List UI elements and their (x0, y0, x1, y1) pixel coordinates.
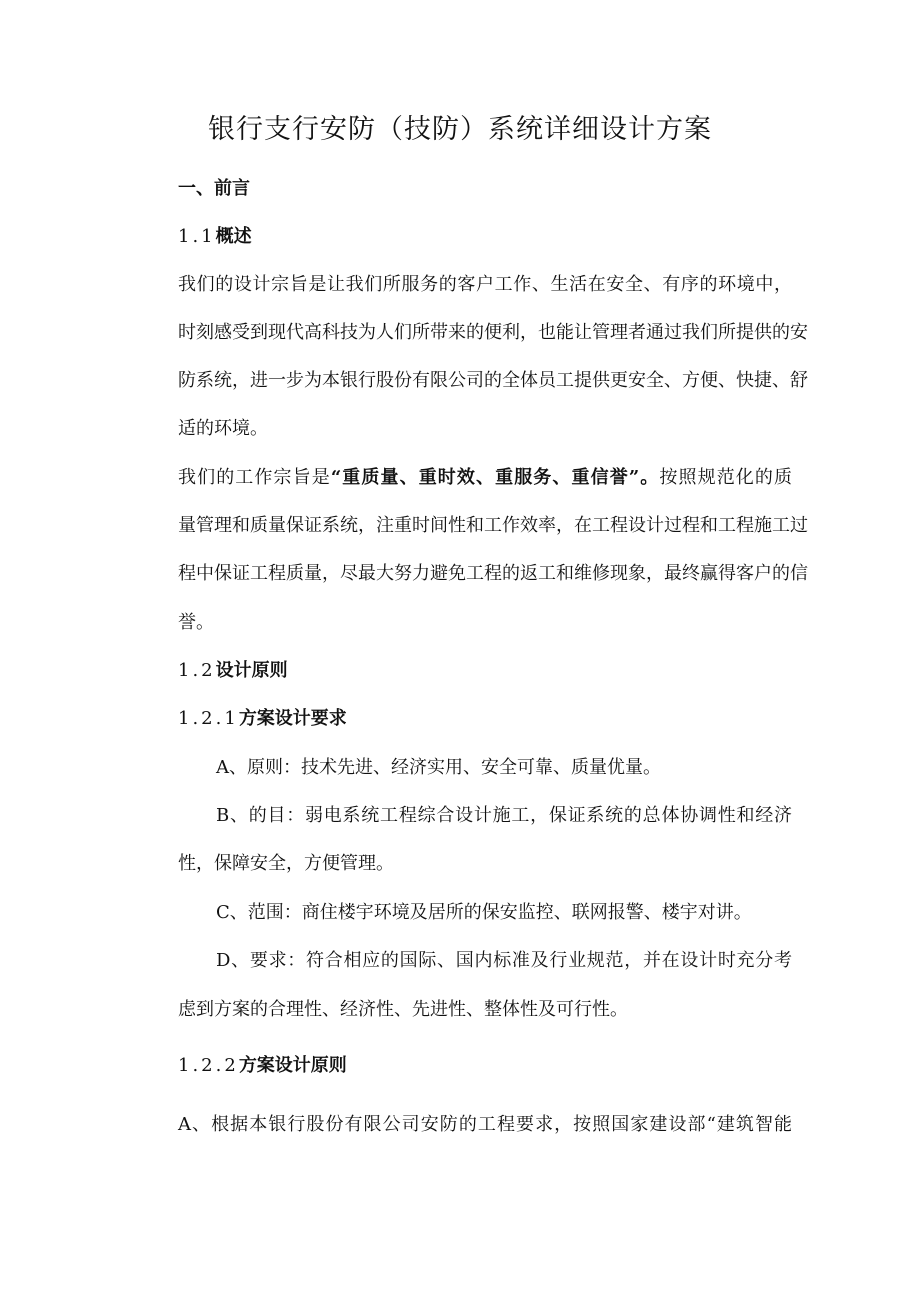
requirement-a: A、原则：技术先进、经济实用、安全可靠、质量优量。 (216, 757, 661, 778)
section-1-2-1-heading (178, 704, 347, 734)
overview-paragraph-2-line-2: 量管理和质量保证系统，注重时间性和工作效率，在工程设计过程和工程施工过 (178, 515, 808, 536)
section-1-2-2-heading (178, 1051, 347, 1081)
overview-paragraph-2-line-3: 程中保证工程质量，尽最大努力避免工程的返工和维修现象，最终赢得客户的信 (178, 563, 808, 584)
section-title: 设计原则 (215, 660, 288, 681)
overview-paragraph-2-line-1 (178, 463, 792, 493)
section-1-heading: 一、前言 (178, 178, 250, 199)
overview-paragraph-1-line-4: 适的环境。 (178, 418, 268, 439)
paragraph-text: 按照规范化的质 (659, 467, 793, 488)
section-title: 概述 (215, 226, 252, 247)
section-1-2-heading (178, 656, 288, 686)
requirement-b-line-2: 性，保障安全，方便管理。 (178, 853, 394, 874)
paragraph-text: 我们的工作宗旨是 (178, 467, 331, 488)
principle-a-line-1: A、根据本银行股份有限公司安防的工程要求，按照国家建设部“建筑智能 (178, 1114, 792, 1135)
section-number: 1.2.2 (178, 1055, 239, 1076)
section-1-1-heading (178, 222, 252, 252)
document-title: 银行支行安防（技防）系统详细设计方案 (208, 114, 712, 145)
section-title: 方案设计原则 (238, 1055, 347, 1076)
section-title: 方案设计要求 (238, 708, 347, 729)
overview-paragraph-1-line-3: 防系统，进一步为本银行股份有限公司的全体员工提供更安全、方便、快捷、舒 (178, 370, 808, 391)
overview-paragraph-2-line-4: 誉。 (178, 612, 214, 633)
section-number: 1.1 (178, 226, 216, 247)
overview-paragraph-1-line-2: 时刻感受到现代高科技为人们所带来的便利，也能让管理者通过我们所提供的安 (178, 322, 808, 343)
requirement-b-line-1: B、的目：弱电系统工程综合设计施工，保证系统的总体协调性和经济 (216, 805, 792, 826)
section-number: 1.2.1 (178, 708, 239, 729)
motto-text: “重质量、重时效、重服务、重信誉”。 (330, 467, 660, 488)
requirement-d-line-1: D、要求：符合相应的国际、国内标准及行业规范，并在设计时充分考 (216, 950, 792, 971)
section-number: 1.2 (178, 660, 216, 681)
requirement-d-line-2: 虑到方案的合理性、经济性、先进性、整体性及可行性。 (178, 999, 628, 1020)
overview-paragraph-1-line-1: 我们的设计宗旨是让我们所服务的客户工作、生活在安全、有序的环境中， (178, 274, 792, 295)
requirement-c: C、范围：商住楼宇环境及居所的保安监控、联网报警、楼宇对讲。 (216, 902, 752, 923)
